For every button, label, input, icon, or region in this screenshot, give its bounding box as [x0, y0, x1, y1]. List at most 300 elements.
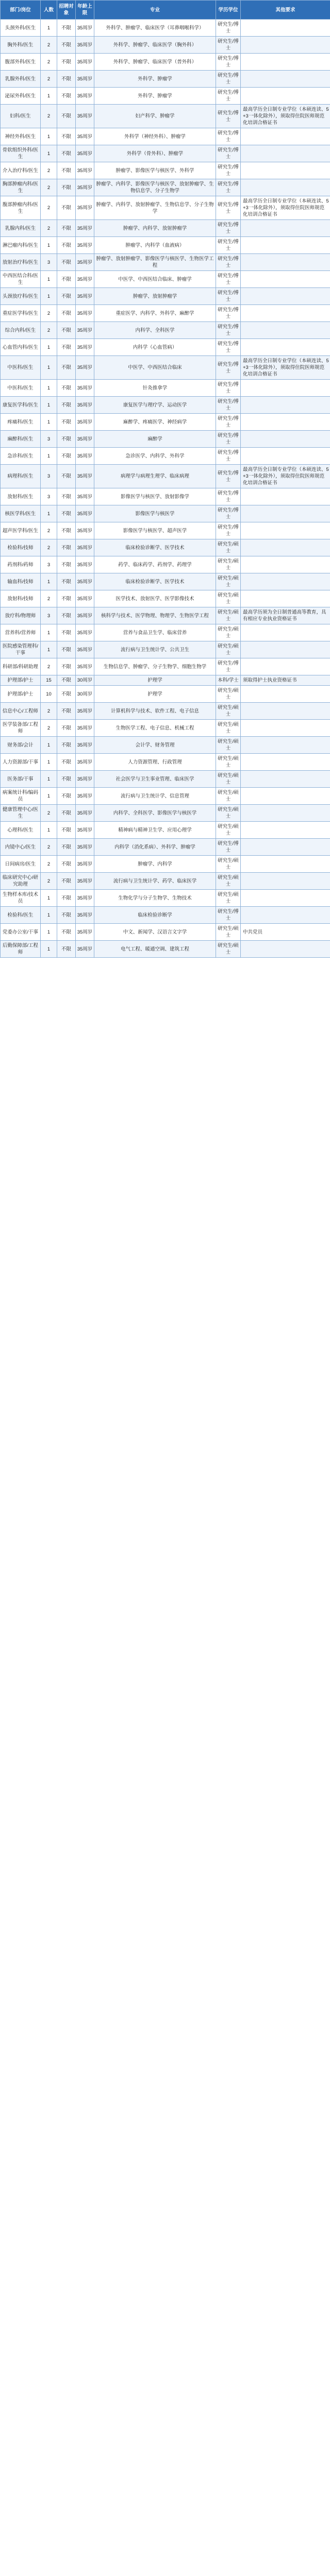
cell-degree: 研究生/博士: [216, 37, 241, 54]
cell-age: 35周岁: [76, 607, 94, 624]
cell-major: 肿瘤学、内科学（血液病）: [94, 237, 216, 254]
cell-age: 35周岁: [76, 624, 94, 641]
cell-degree: 研究生/硕士: [216, 754, 241, 771]
cell-dept: 乳腺内科/医生: [1, 220, 41, 237]
cell-degree: 研究生/硕士: [216, 890, 241, 907]
cell-count: 1: [41, 339, 57, 356]
cell-count: 3: [41, 488, 57, 505]
cell-dept: 日间病房/医生: [1, 856, 41, 873]
cell-target: 不限: [57, 397, 76, 414]
cell-target: 不限: [57, 624, 76, 641]
cell-requirements: [241, 805, 330, 822]
cell-dept: 检验科/技师: [1, 539, 41, 556]
cell-dept: 营养科/营养师: [1, 624, 41, 641]
cell-age: 35周岁: [76, 556, 94, 573]
cell-target: 不限: [57, 737, 76, 754]
cell-dept: 中西医结合科/医生: [1, 271, 41, 288]
cell-target: 不限: [57, 822, 76, 839]
cell-major: 麻醉学: [94, 431, 216, 448]
cell-count: 2: [41, 720, 57, 737]
cell-dept: 放射科/技师: [1, 590, 41, 607]
cell-dept: 头颈放疗科/医生: [1, 288, 41, 305]
table-row: [1, 339, 330, 356]
cell-dept: 放疗科/物理师: [1, 607, 41, 624]
cell-count: 2: [41, 539, 57, 556]
col-header-target: 招聘对象: [57, 1, 76, 20]
cell-count: 2: [41, 805, 57, 822]
cell-dept: 信息中心/工程师: [1, 703, 41, 720]
cell-target: 不限: [57, 573, 76, 590]
cell-degree: 研究生/博士: [216, 465, 241, 488]
cell-degree: 研究生/硕士: [216, 737, 241, 754]
cell-age: 35周岁: [76, 305, 94, 322]
table-row: [1, 162, 330, 179]
cell-target: 不限: [57, 590, 76, 607]
cell-requirements: [241, 179, 330, 196]
table-row: [1, 720, 330, 737]
table-row: [1, 71, 330, 88]
cell-major: 流行病与卫生统计学、信息管理: [94, 788, 216, 805]
cell-target: 不限: [57, 788, 76, 805]
cell-dept: 心血管内科/医生: [1, 339, 41, 356]
table-row: [1, 771, 330, 788]
cell-count: 2: [41, 322, 57, 339]
cell-count: 2: [41, 839, 57, 856]
table-row: [1, 322, 330, 339]
cell-requirements: [241, 305, 330, 322]
cell-age: 35周岁: [76, 737, 94, 754]
cell-age: 35周岁: [76, 788, 94, 805]
cell-requirements: 最高学历全日制专业学位（本硕连读、5+3一体化除外），须取得住院医师规范化培训合格证书: [241, 356, 330, 380]
cell-target: 不限: [57, 20, 76, 37]
cell-major: 流行病与卫生统计学、药学、临床医学: [94, 873, 216, 890]
table-row: [1, 703, 330, 720]
cell-count: 3: [41, 254, 57, 271]
cell-major: 精神病与精神卫生学、应用心理学: [94, 822, 216, 839]
table-row: [1, 305, 330, 322]
col-header-dept: 部门/岗位: [1, 1, 41, 20]
cell-degree: 研究生/博士: [216, 128, 241, 145]
cell-target: 不限: [57, 941, 76, 958]
cell-major: 内科学、全科医学: [94, 322, 216, 339]
cell-age: 35周岁: [76, 805, 94, 822]
cell-degree: 研究生/博士: [216, 339, 241, 356]
cell-target: 不限: [57, 305, 76, 322]
cell-requirements: [241, 128, 330, 145]
cell-degree: 研究生/博士: [216, 20, 241, 37]
cell-requirements: [241, 220, 330, 237]
cell-degree: 研究生/博士: [216, 322, 241, 339]
table-row: [1, 254, 330, 271]
table-row: [1, 271, 330, 288]
cell-count: 2: [41, 162, 57, 179]
table-row: [1, 856, 330, 873]
cell-degree: 研究生/硕士: [216, 686, 241, 703]
cell-target: 不限: [57, 720, 76, 737]
cell-degree: 研究生/硕士: [216, 924, 241, 941]
cell-requirements: [241, 522, 330, 539]
cell-target: 不限: [57, 145, 76, 162]
cell-count: 2: [41, 522, 57, 539]
cell-age: 35周岁: [76, 339, 94, 356]
cell-target: 不限: [57, 162, 76, 179]
cell-age: 30周岁: [76, 675, 94, 686]
cell-age: 35周岁: [76, 448, 94, 465]
cell-count: 1: [41, 641, 57, 658]
cell-degree: 研究生/博士: [216, 288, 241, 305]
cell-target: 不限: [57, 128, 76, 145]
cell-major: 内科学（心血管病）: [94, 339, 216, 356]
cell-target: 不限: [57, 675, 76, 686]
cell-requirements: [241, 271, 330, 288]
table-row: [1, 539, 330, 556]
cell-dept: 护理部/护士: [1, 675, 41, 686]
cell-target: 不限: [57, 771, 76, 788]
cell-count: 2: [41, 658, 57, 675]
cell-major: 内科学（消化系病）、外科学、肿瘤学: [94, 839, 216, 856]
cell-dept: 核医学科/医生: [1, 505, 41, 522]
cell-dept: 医院感染管理科/干事: [1, 641, 41, 658]
cell-degree: 研究生/硕士: [216, 822, 241, 839]
cell-requirements: [241, 37, 330, 54]
table-row: [1, 380, 330, 397]
cell-requirements: [241, 822, 330, 839]
table-row: [1, 465, 330, 488]
cell-age: 35周岁: [76, 220, 94, 237]
cell-degree: 研究生/硕士: [216, 539, 241, 556]
cell-major: 药学、临床药学、药剂学、药理学: [94, 556, 216, 573]
cell-major: 针灸推拿学: [94, 380, 216, 397]
cell-age: 35周岁: [76, 105, 94, 128]
cell-degree: 研究生/博士: [216, 356, 241, 380]
cell-major: 生物信息学、肿瘤学、分子生物学、细胞生物学: [94, 658, 216, 675]
cell-count: 2: [41, 54, 57, 71]
cell-count: 1: [41, 573, 57, 590]
cell-target: 不限: [57, 380, 76, 397]
recruitment-page: [0, 0, 330, 958]
cell-dept: 放射科/医生: [1, 488, 41, 505]
cell-count: 3: [41, 607, 57, 624]
cell-degree: 研究生/硕士: [216, 590, 241, 607]
cell-requirements: [241, 237, 330, 254]
col-header-major: 专业: [94, 1, 216, 20]
cell-count: 1: [41, 907, 57, 924]
cell-degree: 研究生/博士: [216, 448, 241, 465]
cell-age: 35周岁: [76, 941, 94, 958]
cell-requirements: [241, 641, 330, 658]
table-row: [1, 890, 330, 907]
cell-target: 不限: [57, 37, 76, 54]
cell-major: 临床检验诊断学: [94, 907, 216, 924]
cell-requirements: [241, 720, 330, 737]
cell-dept: 药剂科/药师: [1, 556, 41, 573]
cell-requirements: [241, 397, 330, 414]
cell-degree: 本科/学士: [216, 675, 241, 686]
cell-degree: 研究生/博士: [216, 179, 241, 196]
cell-age: 35周岁: [76, 414, 94, 431]
cell-age: 35周岁: [76, 397, 94, 414]
cell-dept: 医务部/干事: [1, 771, 41, 788]
col-header-degree: 学历学位: [216, 1, 241, 20]
cell-requirements: [241, 145, 330, 162]
cell-requirements: 最高学历全日制专业学位（本硕连读、5+3一体化除外），须取得住院医师规范化培训合格证书: [241, 465, 330, 488]
cell-requirements: [241, 890, 330, 907]
table-row: [1, 20, 330, 37]
table-row: [1, 607, 330, 624]
cell-requirements: 最高学历全日制专业学位（本硕连读、5+3一体化除外），须取得住院医师规范化培训合格证书: [241, 196, 330, 220]
table-row: [1, 105, 330, 128]
table-row: [1, 839, 330, 856]
cell-major: 流行病与卫生统计学、公共卫生: [94, 641, 216, 658]
cell-dept: 病理科/医生: [1, 465, 41, 488]
cell-requirements: [241, 71, 330, 88]
table-row: [1, 196, 330, 220]
cell-count: 1: [41, 288, 57, 305]
cell-age: 35周岁: [76, 890, 94, 907]
cell-count: 1: [41, 941, 57, 958]
cell-count: 2: [41, 179, 57, 196]
cell-dept: 介入治疗科/医生: [1, 162, 41, 179]
table-row: [1, 414, 330, 431]
cell-major: 康复医学与理疗学、运动医学: [94, 397, 216, 414]
cell-target: 不限: [57, 465, 76, 488]
cell-count: 2: [41, 105, 57, 128]
table-row: [1, 924, 330, 941]
cell-count: 3: [41, 465, 57, 488]
recruitment-table: [0, 0, 330, 958]
col-header-requirements: 其他要求: [241, 1, 330, 20]
cell-requirements: [241, 414, 330, 431]
cell-dept: 生物样本库/技术员: [1, 890, 41, 907]
cell-requirements: [241, 505, 330, 522]
cell-requirements: 最高学历全日制专业学位（本硕连读、5+3一体化除外），须取得住院医师规范化培训合格证书: [241, 105, 330, 128]
cell-major: 核科学与技术、医学物理、物理学、生物医学工程: [94, 607, 216, 624]
cell-degree: 研究生/硕士: [216, 556, 241, 573]
table-row: [1, 590, 330, 607]
cell-requirements: [241, 703, 330, 720]
cell-count: 1: [41, 505, 57, 522]
cell-target: 不限: [57, 754, 76, 771]
cell-degree: 研究生/博士: [216, 145, 241, 162]
cell-requirements: [241, 20, 330, 37]
cell-age: 35周岁: [76, 573, 94, 590]
cell-count: 1: [41, 924, 57, 941]
cell-age: 35周岁: [76, 641, 94, 658]
cell-dept: 综合内科/医生: [1, 322, 41, 339]
cell-target: 不限: [57, 907, 76, 924]
cell-requirements: [241, 658, 330, 675]
cell-target: 不限: [57, 890, 76, 907]
cell-age: 35周岁: [76, 322, 94, 339]
cell-requirements: [241, 624, 330, 641]
table-row: [1, 522, 330, 539]
cell-requirements: [241, 54, 330, 71]
cell-requirements: 最高学历须为全日制普通高等教育，具有相应专业执业资格证书: [241, 607, 330, 624]
cell-dept: 输血科/技师: [1, 573, 41, 590]
table-row: [1, 737, 330, 754]
cell-age: 35周岁: [76, 703, 94, 720]
table-row: [1, 624, 330, 641]
cell-age: 35周岁: [76, 88, 94, 105]
cell-dept: 超声医学科/医生: [1, 522, 41, 539]
cell-dept: 重症医学科/医生: [1, 305, 41, 322]
cell-major: 病理学与病理生理学、临床病理: [94, 465, 216, 488]
cell-count: 1: [41, 380, 57, 397]
cell-dept: 病案统计科/编码员: [1, 788, 41, 805]
cell-dept: 临床研究中心/研究助理: [1, 873, 41, 890]
cell-major: 影像医学与核医学、放射影像学: [94, 488, 216, 505]
cell-degree: 研究生/博士: [216, 162, 241, 179]
cell-count: 15: [41, 675, 57, 686]
cell-target: 不限: [57, 88, 76, 105]
cell-target: 不限: [57, 339, 76, 356]
cell-age: 35周岁: [76, 839, 94, 856]
table-row: [1, 145, 330, 162]
cell-major: 会计学、财务管理: [94, 737, 216, 754]
cell-requirements: [241, 162, 330, 179]
cell-target: 不限: [57, 414, 76, 431]
cell-requirements: [241, 339, 330, 356]
cell-target: 不限: [57, 924, 76, 941]
cell-requirements: 中共党员: [241, 924, 330, 941]
table-row: [1, 179, 330, 196]
cell-major: 计算机科学与技术、软件工程、电子信息: [94, 703, 216, 720]
cell-age: 35周岁: [76, 288, 94, 305]
cell-count: 1: [41, 20, 57, 37]
cell-dept: 医学装备部/工程师: [1, 720, 41, 737]
cell-count: 1: [41, 128, 57, 145]
cell-target: 不限: [57, 505, 76, 522]
cell-target: 不限: [57, 431, 76, 448]
table-row: [1, 805, 330, 822]
cell-target: 不限: [57, 271, 76, 288]
cell-requirements: [241, 254, 330, 271]
cell-requirements: [241, 88, 330, 105]
cell-age: 35周岁: [76, 431, 94, 448]
cell-major: 肿瘤学、影像医学与核医学、外科学: [94, 162, 216, 179]
cell-major: 外科学、肿瘤学、临床医学（耳鼻咽喉科学）: [94, 20, 216, 37]
col-header-age: 年龄上限: [76, 1, 94, 20]
table-row: [1, 288, 330, 305]
table-row: [1, 505, 330, 522]
cell-degree: 研究生/硕士: [216, 788, 241, 805]
cell-age: 35周岁: [76, 179, 94, 196]
cell-major: 营养与食品卫生学、临床营养: [94, 624, 216, 641]
table-header-row: [1, 1, 330, 20]
cell-age: 35周岁: [76, 488, 94, 505]
cell-age: 35周岁: [76, 465, 94, 488]
cell-age: 35周岁: [76, 145, 94, 162]
cell-degree: 研究生/博士: [216, 839, 241, 856]
cell-target: 不限: [57, 703, 76, 720]
cell-dept: 腹部外科/医生: [1, 54, 41, 71]
cell-degree: 研究生/博士: [216, 907, 241, 924]
table-row: [1, 220, 330, 237]
cell-major: 人力资源管理、行政管理: [94, 754, 216, 771]
cell-major: 电气工程、暖通空调、建筑工程: [94, 941, 216, 958]
cell-major: 肿瘤学、内科学、影像医学与核医学、放射肿瘤学、生物信息学、分子生物学: [94, 179, 216, 196]
cell-count: 1: [41, 271, 57, 288]
cell-target: 不限: [57, 448, 76, 465]
cell-count: 1: [41, 414, 57, 431]
cell-requirements: [241, 771, 330, 788]
cell-requirements: [241, 856, 330, 873]
cell-target: 不限: [57, 873, 76, 890]
cell-degree: 研究生/博士: [216, 505, 241, 522]
cell-dept: 护理部/护士: [1, 686, 41, 703]
cell-age: 35周岁: [76, 380, 94, 397]
cell-age: 35周岁: [76, 771, 94, 788]
cell-dept: 检验科/医生: [1, 907, 41, 924]
cell-major: 中医学、中西医结合临床、肿瘤学: [94, 271, 216, 288]
cell-degree: 研究生/硕士: [216, 771, 241, 788]
cell-target: 不限: [57, 856, 76, 873]
cell-requirements: 须取得护士执业资格证书: [241, 675, 330, 686]
cell-degree: 研究生/博士: [216, 271, 241, 288]
cell-major: 肿瘤学、内科学、放射肿瘤学: [94, 220, 216, 237]
cell-dept: 急诊科/医生: [1, 448, 41, 465]
table-row: [1, 356, 330, 380]
cell-age: 35周岁: [76, 873, 94, 890]
cell-age: 35周岁: [76, 924, 94, 941]
table-row: [1, 907, 330, 924]
table-row: [1, 397, 330, 414]
table-row: [1, 54, 330, 71]
cell-dept: 科研部/科研助理: [1, 658, 41, 675]
cell-count: 1: [41, 890, 57, 907]
cell-major: 重症医学、内科学、外科学、麻醉学: [94, 305, 216, 322]
cell-dept: 康复医学科/医生: [1, 397, 41, 414]
cell-age: 35周岁: [76, 754, 94, 771]
cell-major: 影像医学与核医学、超声医学: [94, 522, 216, 539]
cell-count: 1: [41, 145, 57, 162]
cell-requirements: [241, 488, 330, 505]
cell-dept: 内镜中心/医生: [1, 839, 41, 856]
cell-target: 不限: [57, 607, 76, 624]
cell-target: 不限: [57, 54, 76, 71]
cell-requirements: [241, 737, 330, 754]
cell-dept: 胸外科/医生: [1, 37, 41, 54]
cell-major: 中医学、中西医结合临床: [94, 356, 216, 380]
col-header-count: 人数: [41, 1, 57, 20]
cell-age: 35周岁: [76, 237, 94, 254]
cell-requirements: [241, 754, 330, 771]
cell-major: 护理学: [94, 675, 216, 686]
cell-requirements: [241, 686, 330, 703]
cell-degree: 研究生/硕士: [216, 941, 241, 958]
table-row: [1, 658, 330, 675]
cell-age: 35周岁: [76, 590, 94, 607]
cell-age: 35周岁: [76, 128, 94, 145]
cell-degree: 研究生/博士: [216, 237, 241, 254]
cell-target: 不限: [57, 356, 76, 380]
table-row: [1, 488, 330, 505]
cell-count: 2: [41, 856, 57, 873]
cell-dept: 神经外科/医生: [1, 128, 41, 145]
cell-dept: 后勤保障部/工程师: [1, 941, 41, 958]
cell-count: 2: [41, 196, 57, 220]
cell-count: 3: [41, 556, 57, 573]
cell-age: 35周岁: [76, 271, 94, 288]
cell-target: 不限: [57, 539, 76, 556]
cell-major: 护理学: [94, 686, 216, 703]
cell-degree: 研究生/硕士: [216, 873, 241, 890]
cell-requirements: [241, 322, 330, 339]
cell-major: 急诊医学、内科学、外科学: [94, 448, 216, 465]
cell-degree: 研究生/硕士: [216, 720, 241, 737]
cell-major: 妇产科学、肿瘤学: [94, 105, 216, 128]
cell-dept: 人力资源部/干事: [1, 754, 41, 771]
